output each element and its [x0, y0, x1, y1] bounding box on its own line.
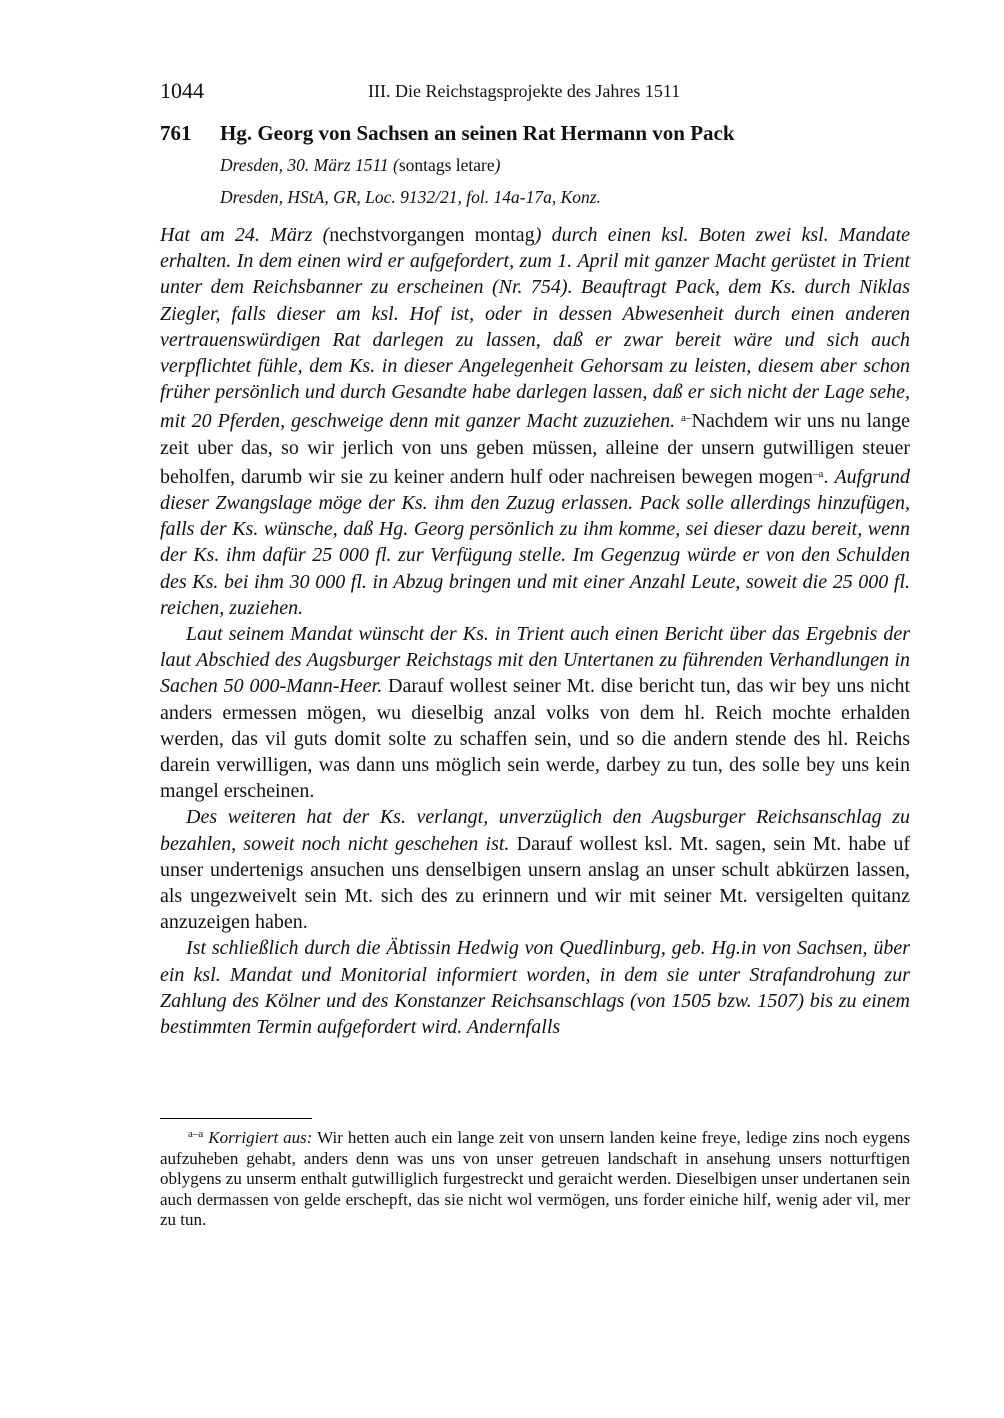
running-header [160, 78, 910, 108]
footnote-mark-close: –a [813, 467, 824, 480]
date-close: ) [494, 155, 501, 175]
text-run: . [823, 465, 835, 488]
page-number: 1044 [160, 78, 204, 103]
paragraph-3 [160, 804, 910, 935]
footnote [160, 1124, 910, 1231]
document-body [160, 222, 910, 1040]
paragraph-4 [160, 935, 910, 1040]
text-run: Aufgrund dieser Zwangslage möge der Ks. ihm den Zuzug erlassen. Pack solle allerdings hinzufügen, falls der Ks. wünsche, daß Hg. Georg persönlich zu ihm komme, sei dieser dazu bereit, wenn der Ks. ihm dafür 25 000 fl. zur Verfügung stelle. Im Gegenzug würde er von den Schulden des Ks. bei ihm 30 000 fl. in Abzug bringen und mit einer Anzahl Leute, soweit die 25 000 fl. reichen, zuziehen. [160, 465, 910, 619]
document-date [220, 155, 500, 176]
text-run: Laut seinem Mandat wünscht der Ks. in Trient auch einen Bericht über das Ergebnis der laut Abschied des Augsburger Reichstags mit den Untertanen zu führenden Verhandlungen in Sachen 50 000-Mann-Heer. [160, 623, 910, 698]
footnote-mark: a–a [188, 1128, 204, 1140]
text-run: Darauf wollest seiner Mt. dise bericht tun, das wir bey uns nicht anders ermessen mögen, wu dieselbig anzal volks von dem hl. Reich mochte erhalden werden, das vil guts domit solte zu schaffen sein, und so die andern stende des hl. Reichs darein verwilligen, was dann uns möglich sein werde, darbey zu tun, des solle bey uns kein mangel erscheinen. [160, 675, 911, 803]
text-run: Hat am 24. März ( [160, 224, 330, 246]
footnote-mark-open: a– [681, 412, 692, 425]
text-run: Nachdem wir uns nu lange zeit uber das, so wir jerlich von uns geben müssen, alleine der unsern gutwilligen steuer beholfen, darumb wir sie zu keiner andern hulf oder nachreisen bewegen mogen [160, 410, 910, 488]
paragraph-2 [160, 621, 910, 804]
document-number: 761 [160, 121, 192, 145]
paragraph-1 [160, 222, 910, 621]
document-heading [160, 121, 920, 146]
text-run: Des weiteren hat der Ks. verlangt, unverzüglich den Augsburger Reichsanschlag zu bezahlen, soweit noch nicht geschehen ist. [160, 806, 910, 855]
text-run: Darauf wollest ksl. Mt. sagen, sein Mt. habe uf unser undertenigs ansuchen uns denselbigen unsern anslag an unser schult abkürzen lassen, als ungezweivelt sein Mt. sich des zu erinnern und wir mit seiner Mt. versigelten quitanz anzuzeigen haben. [160, 832, 911, 934]
footnote-label: Korrigiert aus: [208, 1128, 313, 1147]
document-source: Dresden, HStA, GR, Loc. 9132/21, fol. 14a-17a, Konz. [220, 187, 601, 207]
document-title: Hg. Georg von Sachsen an seinen Rat Hermann von Pack [220, 121, 735, 145]
text-run: nechstvorgangen montag [329, 224, 535, 246]
text-run: Ist schließlich durch die Äbtissin Hedwig von Quedlinburg, geb. Hg.in von Sachsen, über ein ksl. Mandat und Monitorial informiert worden, in dem sie unter Strafandrohung zur Zahlung des Kölner und des Konstanzer Reichsanschlags (von 1505 bzw. 1507) bis zu einem bestimmten Termin aufgefordert wird. Andernfalls [160, 937, 910, 1039]
footnote-rule [160, 1118, 312, 1119]
text-run: ) durch einen ksl. Boten zwei ksl. Mandate erhalten. In dem einen wird er aufgefordert, zum 1. April mit ganzer Macht gerüstet in Trient unter dem Reichsbanner zu erscheinen (Nr. 754). Beauftragt Pack, dem Ks. durch Niklas Ziegler, falls dieser am ksl. Hof ist, oder in dessen Abwesenheit durch einen anderen vertrauenswürdigen Rat darlegen zu lassen, daß er zwar bereit wäre und sich auch verpflichtet fühle, dem Ks. in dieser Angelegenheit Gehorsam zu leisten, diesem aber schon früher persönlich und durch Gesandte habe darlegen lassen, daß er sich nicht der Lage sehe, mit 20 Pferden, geschweige denn mit ganzer Macht zuzuziehen. [160, 224, 910, 433]
footnote-text: Wir hetten auch ein lange zeit von unsern landen keine freye, ledige zins noch eygens aufzuheben gehabt, anders denn was uns von unser getreuen landschaft in ansehung unsers notturftigen oblygens zu unserm enthalt gutwilliglich furgestreckt und geraicht werden. Dieselbigen unser undertanen sein auch dermassen von gelde erschepft, das sie nicht wol vermögen, uns forder einiche hilf, wenig ader vil, mer zu tun. [160, 1128, 910, 1230]
date-place: Dresden, 30. März 1511 ( [220, 155, 399, 175]
running-title: III. Die Reichstagsprojekte des Jahres 1511 [368, 81, 681, 101]
date-feast: sontags letare [398, 155, 495, 175]
